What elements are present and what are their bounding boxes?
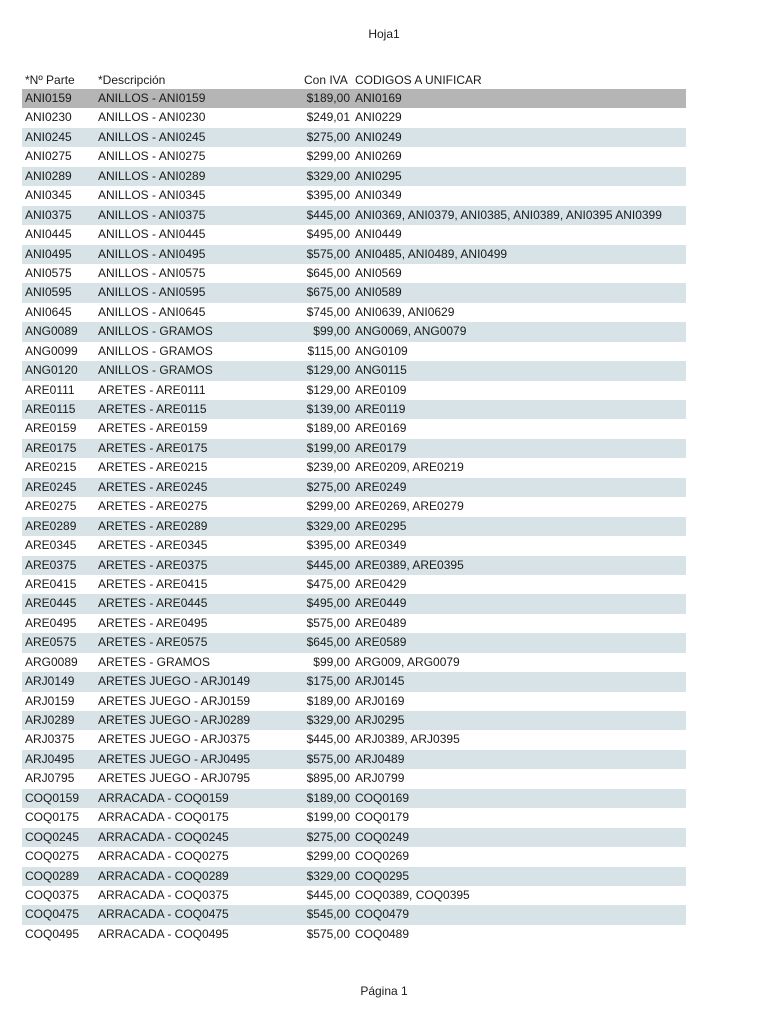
cell-part-number: ANI0230 (25, 110, 72, 125)
cell-part-number: ARJ0795 (25, 771, 75, 786)
cell-price: $139,00 (306, 402, 350, 416)
cell-description: ARETES - ARE0115 (98, 402, 207, 416)
cell-part-number: ANI0645 (25, 304, 72, 319)
header-price-with-tax: Con IVA (304, 73, 348, 87)
table-row[interactable] (22, 808, 686, 827)
cell-description: ANILLOS - GRAMOS (98, 363, 213, 378)
cell-part-number: ANI0595 (25, 285, 72, 300)
table-header-row (22, 71, 686, 89)
table-row[interactable] (22, 225, 686, 244)
cell-codes: COQ0479 (355, 907, 410, 922)
cell-codes: ANI0639, ANI0629 (355, 304, 455, 319)
header-part-number: *Nº Parte (25, 73, 75, 87)
table-row[interactable] (22, 381, 686, 400)
cell-part-number: ARE0245 (25, 479, 77, 494)
cell-description: ARETES - ARE0495 (98, 615, 208, 630)
cell-codes: ARE0269, ARE0279 (355, 499, 464, 514)
cell-price: $495,00 (306, 596, 350, 611)
cell-part-number: ARJ0159 (25, 693, 75, 708)
cell-price: $299,00 (306, 499, 350, 514)
cell-part-number: ARE0215 (25, 460, 77, 475)
cell-description: ANILLOS - ANI0645 (98, 304, 206, 319)
cell-price: $675,00 (306, 285, 350, 300)
cell-price: $575,00 (306, 246, 350, 261)
table-row[interactable] (22, 342, 686, 361)
page-footer: Página 1 (360, 984, 408, 998)
cell-price: $189,00 (306, 693, 350, 708)
table-row[interactable] (22, 925, 686, 944)
cell-description: ARRACADA - COQ0475 (98, 907, 229, 922)
cell-part-number: ARE0111 (25, 382, 75, 397)
table-row[interactable] (22, 711, 686, 730)
table-row[interactable] (22, 769, 686, 788)
cell-codes: ARJ0295 (355, 713, 405, 727)
cell-codes: ARJ0389, ARJ0395 (355, 732, 460, 747)
cell-description: ANILLOS - ANI0345 (98, 188, 206, 203)
cell-description: ARETES - ARE0175 (98, 440, 208, 455)
table-row[interactable] (22, 614, 686, 633)
cell-part-number: ARE0575 (25, 635, 77, 650)
cell-part-number: ARE0495 (25, 615, 77, 630)
cell-description: ARETES - ARE0375 (98, 557, 208, 572)
cell-part-number: ANI0159 (25, 91, 72, 105)
cell-price: $275,00 (306, 129, 350, 144)
cell-part-number: COQ0175 (25, 810, 80, 825)
cell-description: ARRACADA - COQ0495 (98, 926, 229, 941)
cell-codes: ARE0249 (355, 479, 407, 494)
cell-price: $395,00 (306, 188, 350, 203)
cell-description: ARETES - ARE0159 (98, 421, 208, 436)
cell-part-number: ARE0289 (25, 518, 77, 533)
table-row[interactable] (22, 128, 686, 147)
cell-description: ARETES - GRAMOS (98, 654, 211, 669)
cell-description: ANILLOS - ANI0289 (98, 168, 206, 183)
cell-part-number: ARE0159 (25, 421, 77, 436)
cell-part-number: COQ0495 (25, 926, 80, 941)
table-row[interactable] (22, 517, 686, 536)
table-row[interactable] (22, 322, 686, 341)
table-row[interactable] (22, 167, 686, 186)
table-row[interactable] (22, 147, 686, 166)
table-row[interactable] (22, 575, 686, 594)
cell-price: $329,00 (306, 168, 350, 183)
cell-codes: ARE0489 (355, 615, 407, 630)
cell-price: $575,00 (306, 615, 350, 630)
cell-description: ARRACADA - COQ0159 (98, 790, 229, 805)
cell-codes: ARE0209, ARE0219 (355, 460, 464, 475)
table-row[interactable] (22, 730, 686, 749)
cell-price: $475,00 (306, 576, 350, 591)
table-row[interactable] (22, 594, 686, 613)
cell-description: ANILLOS - GRAMOS (98, 324, 213, 339)
cell-description: ANILLOS - ANI0375 (98, 207, 206, 222)
cell-price: $189,00 (306, 421, 350, 436)
cell-description: ARETES - ARE0415 (98, 576, 208, 591)
cell-description: ARETES JUEGO - ARJ0159 (98, 693, 251, 708)
cell-description: ANILLOS - ANI0495 (98, 246, 206, 261)
cell-price: $575,00 (306, 926, 350, 941)
table-row[interactable] (22, 905, 686, 924)
cell-description: ANILLOS - ANI0445 (98, 227, 206, 242)
cell-price: $575,00 (306, 751, 350, 766)
header-codes-to-unify: CODIGOS A UNIFICAR (355, 73, 482, 87)
cell-price: $175,00 (306, 674, 350, 689)
cell-part-number: ANI0245 (25, 129, 72, 144)
table-row[interactable] (22, 672, 686, 691)
table-row[interactable] (22, 867, 686, 886)
cell-part-number: ARE0175 (25, 440, 77, 455)
cell-description: ARETES - ARE0275 (98, 499, 208, 514)
cell-codes: ARE0589 (355, 635, 407, 650)
cell-codes: COQ0269 (355, 849, 410, 864)
cell-price: $129,00 (306, 363, 350, 378)
cell-part-number: ANI0289 (25, 168, 72, 183)
cell-price: $275,00 (306, 479, 350, 494)
cell-part-number: ARJ0149 (25, 674, 75, 689)
cell-codes: ARE0295 (355, 518, 407, 533)
cell-price: $545,00 (306, 907, 350, 922)
sheet-title: Hoja1 (368, 27, 400, 41)
cell-description: ARETES - ARE0345 (98, 538, 208, 553)
table-row[interactable] (22, 400, 686, 419)
cell-codes: COQ0489 (355, 926, 410, 941)
cell-part-number: COQ0475 (25, 907, 80, 922)
data-table (22, 71, 686, 944)
cell-part-number: ARJ0495 (25, 751, 75, 766)
cell-codes: ANI0249 (355, 129, 402, 144)
table-row[interactable] (22, 692, 686, 711)
table-row[interactable] (22, 419, 686, 438)
cell-codes: COQ0249 (355, 829, 410, 844)
cell-price: $495,00 (306, 227, 350, 242)
cell-codes: ARE0389, ARE0395 (355, 557, 464, 572)
cell-part-number: ARE0345 (25, 538, 77, 553)
cell-price: $129,00 (306, 382, 350, 397)
cell-codes: ARG009, ARG0079 (355, 654, 460, 669)
cell-part-number: ARJ0375 (25, 732, 75, 747)
cell-price: $189,00 (306, 790, 350, 805)
cell-codes: ANI0349 (355, 188, 402, 203)
table-row[interactable] (22, 206, 686, 225)
cell-part-number: ANI0345 (25, 188, 72, 203)
table-row[interactable] (22, 478, 686, 497)
cell-codes: ANI0229 (355, 110, 402, 125)
cell-price: $645,00 (306, 265, 350, 280)
table-row[interactable] (22, 847, 686, 866)
cell-codes: ANG0069, ANG0079 (355, 324, 467, 339)
cell-codes: ARE0169 (355, 421, 407, 436)
cell-price: $745,00 (306, 304, 350, 319)
cell-part-number: COQ0375 (25, 887, 80, 902)
table-row[interactable] (22, 633, 686, 652)
table-row[interactable] (22, 536, 686, 555)
cell-price: $199,00 (306, 440, 350, 455)
header-description: *Descripción (98, 73, 166, 87)
cell-part-number: ARE0275 (25, 499, 77, 514)
cell-part-number: ANI0275 (25, 149, 72, 164)
cell-codes: ARJ0489 (355, 751, 405, 766)
cell-price: $299,00 (306, 149, 350, 164)
table-row[interactable] (22, 497, 686, 516)
cell-description: ARETES JUEGO - ARJ0149 (98, 674, 251, 689)
cell-description: ANILLOS - ANI0595 (98, 285, 206, 300)
cell-part-number: ANI0445 (25, 227, 72, 242)
cell-codes: ARE0109 (355, 382, 407, 397)
cell-description: ARETES JUEGO - ARJ0795 (98, 771, 251, 786)
cell-price: $445,00 (306, 207, 350, 222)
cell-part-number: ANG0089 (25, 324, 78, 339)
cell-codes: COQ0389, COQ0395 (355, 887, 470, 902)
cell-part-number: ARE0115 (25, 402, 76, 416)
cell-part-number: ARE0445 (25, 596, 77, 611)
cell-description: ARETES - ARE0215 (98, 460, 208, 475)
cell-part-number: ANG0120 (25, 363, 78, 378)
cell-description: ANILLOS - ANI0275 (98, 149, 206, 164)
table-row[interactable] (22, 89, 686, 108)
cell-codes: ARJ0169 (355, 693, 405, 708)
table-row[interactable] (22, 283, 686, 302)
cell-price: $329,00 (306, 518, 350, 533)
table-row[interactable] (22, 108, 686, 127)
cell-price: $445,00 (306, 887, 350, 902)
cell-part-number: ARJ0289 (25, 713, 75, 727)
cell-price: $299,00 (306, 849, 350, 864)
cell-codes: COQ0295 (355, 868, 410, 883)
table-row[interactable] (22, 303, 686, 322)
cell-description: ANILLOS - ANI0575 (98, 265, 206, 280)
cell-description: ARETES - ARE0575 (98, 635, 208, 650)
cell-description: ANILLOS - ANI0230 (98, 110, 206, 125)
cell-description: ARETES - ARE0111 (98, 382, 206, 397)
table-row[interactable] (22, 789, 686, 808)
cell-price: $239,00 (306, 460, 350, 475)
table-body (22, 89, 686, 944)
cell-description: ARRACADA - COQ0175 (98, 810, 229, 825)
cell-price: $275,00 (306, 829, 350, 844)
cell-price: $189,00 (306, 91, 350, 105)
cell-codes: ANI0369, ANI0379, ANI0385, ANI0389, ANI0395 ANI0399 (355, 207, 662, 222)
cell-codes: ARJ0145 (355, 674, 405, 689)
cell-part-number: ANI0575 (25, 265, 72, 280)
cell-codes: ARE0349 (355, 538, 407, 553)
cell-price: $895,00 (306, 771, 350, 786)
cell-codes: ARE0119 (355, 402, 406, 416)
table-row[interactable] (22, 653, 686, 672)
cell-price: $445,00 (306, 732, 350, 747)
cell-description: ARETES - ARE0289 (98, 518, 208, 533)
cell-price: $395,00 (306, 538, 350, 553)
cell-price: $99,00 (313, 654, 350, 669)
cell-codes: ARE0429 (355, 576, 407, 591)
cell-part-number: ARE0375 (25, 557, 77, 572)
cell-part-number: ANI0495 (25, 246, 72, 261)
cell-codes: COQ0179 (355, 810, 410, 825)
cell-description: ARRACADA - COQ0245 (98, 829, 229, 844)
cell-codes: ANI0589 (355, 285, 402, 300)
cell-description: ANILLOS - ANI0159 (98, 91, 206, 105)
cell-part-number: COQ0159 (25, 790, 80, 805)
cell-description: ARRACADA - COQ0275 (98, 849, 229, 864)
cell-codes: COQ0169 (355, 790, 410, 805)
table-row[interactable] (22, 439, 686, 458)
cell-price: $329,00 (306, 713, 350, 727)
table-row[interactable] (22, 458, 686, 477)
cell-description: ANILLOS - GRAMOS (98, 343, 213, 358)
cell-description: ARRACADA - COQ0375 (98, 887, 229, 902)
table-row[interactable] (22, 361, 686, 380)
cell-price: $249,01 (306, 110, 350, 125)
cell-part-number: ANI0375 (25, 207, 72, 222)
cell-price: $445,00 (306, 557, 350, 572)
cell-codes: ARE0179 (355, 440, 407, 455)
cell-description: ARETES JUEGO - ARJ0375 (98, 732, 251, 747)
cell-codes: ANG0109 (355, 343, 408, 358)
cell-codes: ANI0269 (355, 149, 402, 164)
cell-codes: ANI0169 (355, 91, 402, 105)
cell-part-number: COQ0289 (25, 868, 80, 883)
table-row[interactable] (22, 245, 686, 264)
cell-codes: ANI0295 (355, 168, 402, 183)
cell-description: ARETES - ARE0445 (98, 596, 208, 611)
cell-price: $99,00 (313, 324, 350, 339)
table-row[interactable] (22, 828, 686, 847)
cell-part-number: ARG0089 (25, 654, 78, 669)
table-row[interactable] (22, 886, 686, 905)
cell-codes: ANI0449 (355, 227, 402, 242)
cell-part-number: COQ0275 (25, 849, 80, 864)
cell-codes: ANI0569 (355, 265, 402, 280)
table-row[interactable] (22, 750, 686, 769)
cell-description: ARETES JUEGO - ARJ0289 (98, 713, 251, 727)
table-row[interactable] (22, 186, 686, 205)
cell-description: ARETES - ARE0245 (98, 479, 208, 494)
cell-price: $645,00 (306, 635, 350, 650)
table-row[interactable] (22, 556, 686, 575)
cell-codes: ARJ0799 (355, 771, 405, 786)
cell-price: $329,00 (306, 868, 350, 883)
cell-codes: ANI0485, ANI0489, ANI0499 (355, 246, 508, 261)
cell-description: ANILLOS - ANI0245 (98, 129, 206, 144)
cell-price: $199,00 (306, 810, 350, 825)
cell-description: ARRACADA - COQ0289 (98, 868, 229, 883)
cell-codes: ANG0115 (355, 363, 407, 378)
cell-part-number: ARE0415 (25, 576, 77, 591)
cell-part-number: COQ0245 (25, 829, 80, 844)
cell-codes: ARE0449 (355, 596, 407, 611)
cell-part-number: ANG0099 (25, 343, 78, 358)
cell-description: ARETES JUEGO - ARJ0495 (98, 751, 251, 766)
table-row[interactable] (22, 264, 686, 283)
cell-price: $115,00 (307, 343, 350, 358)
